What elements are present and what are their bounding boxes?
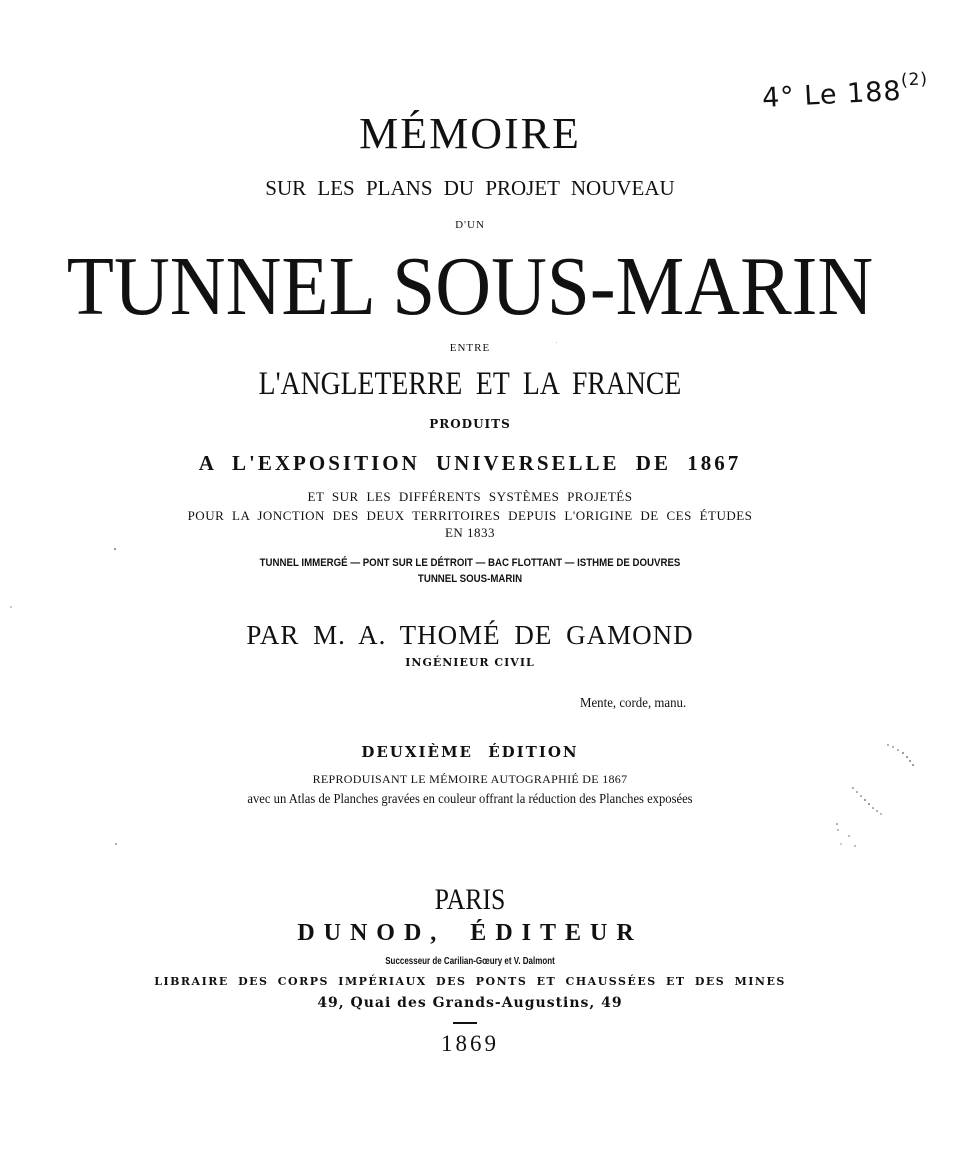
author-line: PAR M. A. THOMÉ DE GAMOND (246, 620, 694, 650)
author-title: INGÉNIEUR CIVIL (405, 656, 535, 669)
city: PARIS (434, 883, 506, 916)
systems-line-3: EN 1833 (444, 525, 496, 540)
publisher: DUNOD, ÉDITEUR (297, 920, 643, 946)
publication-year: 1869 (441, 1031, 499, 1056)
title-memoire: MÉMOIRE (359, 109, 581, 158)
scan-artifact-marks (815, 740, 935, 850)
shelfmark-superscript: (2) (900, 69, 929, 91)
reproduction-note: REPRODUISANT LE MÉMOIRE AUTOGRAPHIÉ DE 1867 (312, 772, 628, 786)
projects-line-1: TUNNEL IMMERGÉ — PONT SUR LE DÉTROIT — BAC FLOTTANT — ISTHME DE DOUVRES (259, 557, 681, 569)
scan-speck (10, 606, 12, 608)
atlas-note: avec un Atlas de Planches gravées en couleur offrant la réduction des Planches exposées (247, 792, 693, 807)
divider-rule (453, 1022, 477, 1024)
publisher-role: LIBRAIRE DES CORPS IMPÉRIAUX DES PONTS ET CHAUSSÉES ET DES MINES (154, 975, 786, 988)
projects-line-2: TUNNEL SOUS-MARIN (417, 573, 523, 585)
connector-dun: D'UN (455, 219, 485, 231)
edition-line: DEUXIÈME ÉDITION (361, 743, 579, 761)
main-title-tunnel: TUNNEL SOUS-MARIN (66, 240, 874, 333)
handwritten-shelfmark (761, 69, 929, 114)
publisher-address: 49, Quai des Grands-Augustins, 49 (317, 995, 623, 1011)
motto: Mente, corde, manu. (580, 696, 687, 711)
exposition-line: A L'EXPOSITION UNIVERSELLE DE 1867 (198, 451, 742, 475)
systems-line-1: ET SUR LES DIFFÉRENTS SYSTÈMES PROJETÉS (307, 489, 633, 504)
scan-speck (114, 548, 116, 550)
publisher-successor: Successeur de Carilian-Gœury et V. Dalmont (385, 956, 555, 967)
shelfmark-main: 4° Le 188 (761, 75, 903, 114)
scan-speck (556, 342, 557, 343)
scan-speck (115, 843, 117, 845)
countries-title: L'ANGLETERRE ET LA FRANCE (258, 366, 682, 402)
subtitle-plans: SUR LES PLANS DU PROJET NOUVEAU (265, 176, 675, 200)
connector-entre: ENTRE (449, 342, 491, 354)
connector-produits: PRODUITS (429, 417, 511, 431)
systems-line-2: POUR LA JONCTION DES DEUX TERRITOIRES DEPUIS L'ORIGINE DE CES ÉTUDES (187, 508, 753, 523)
